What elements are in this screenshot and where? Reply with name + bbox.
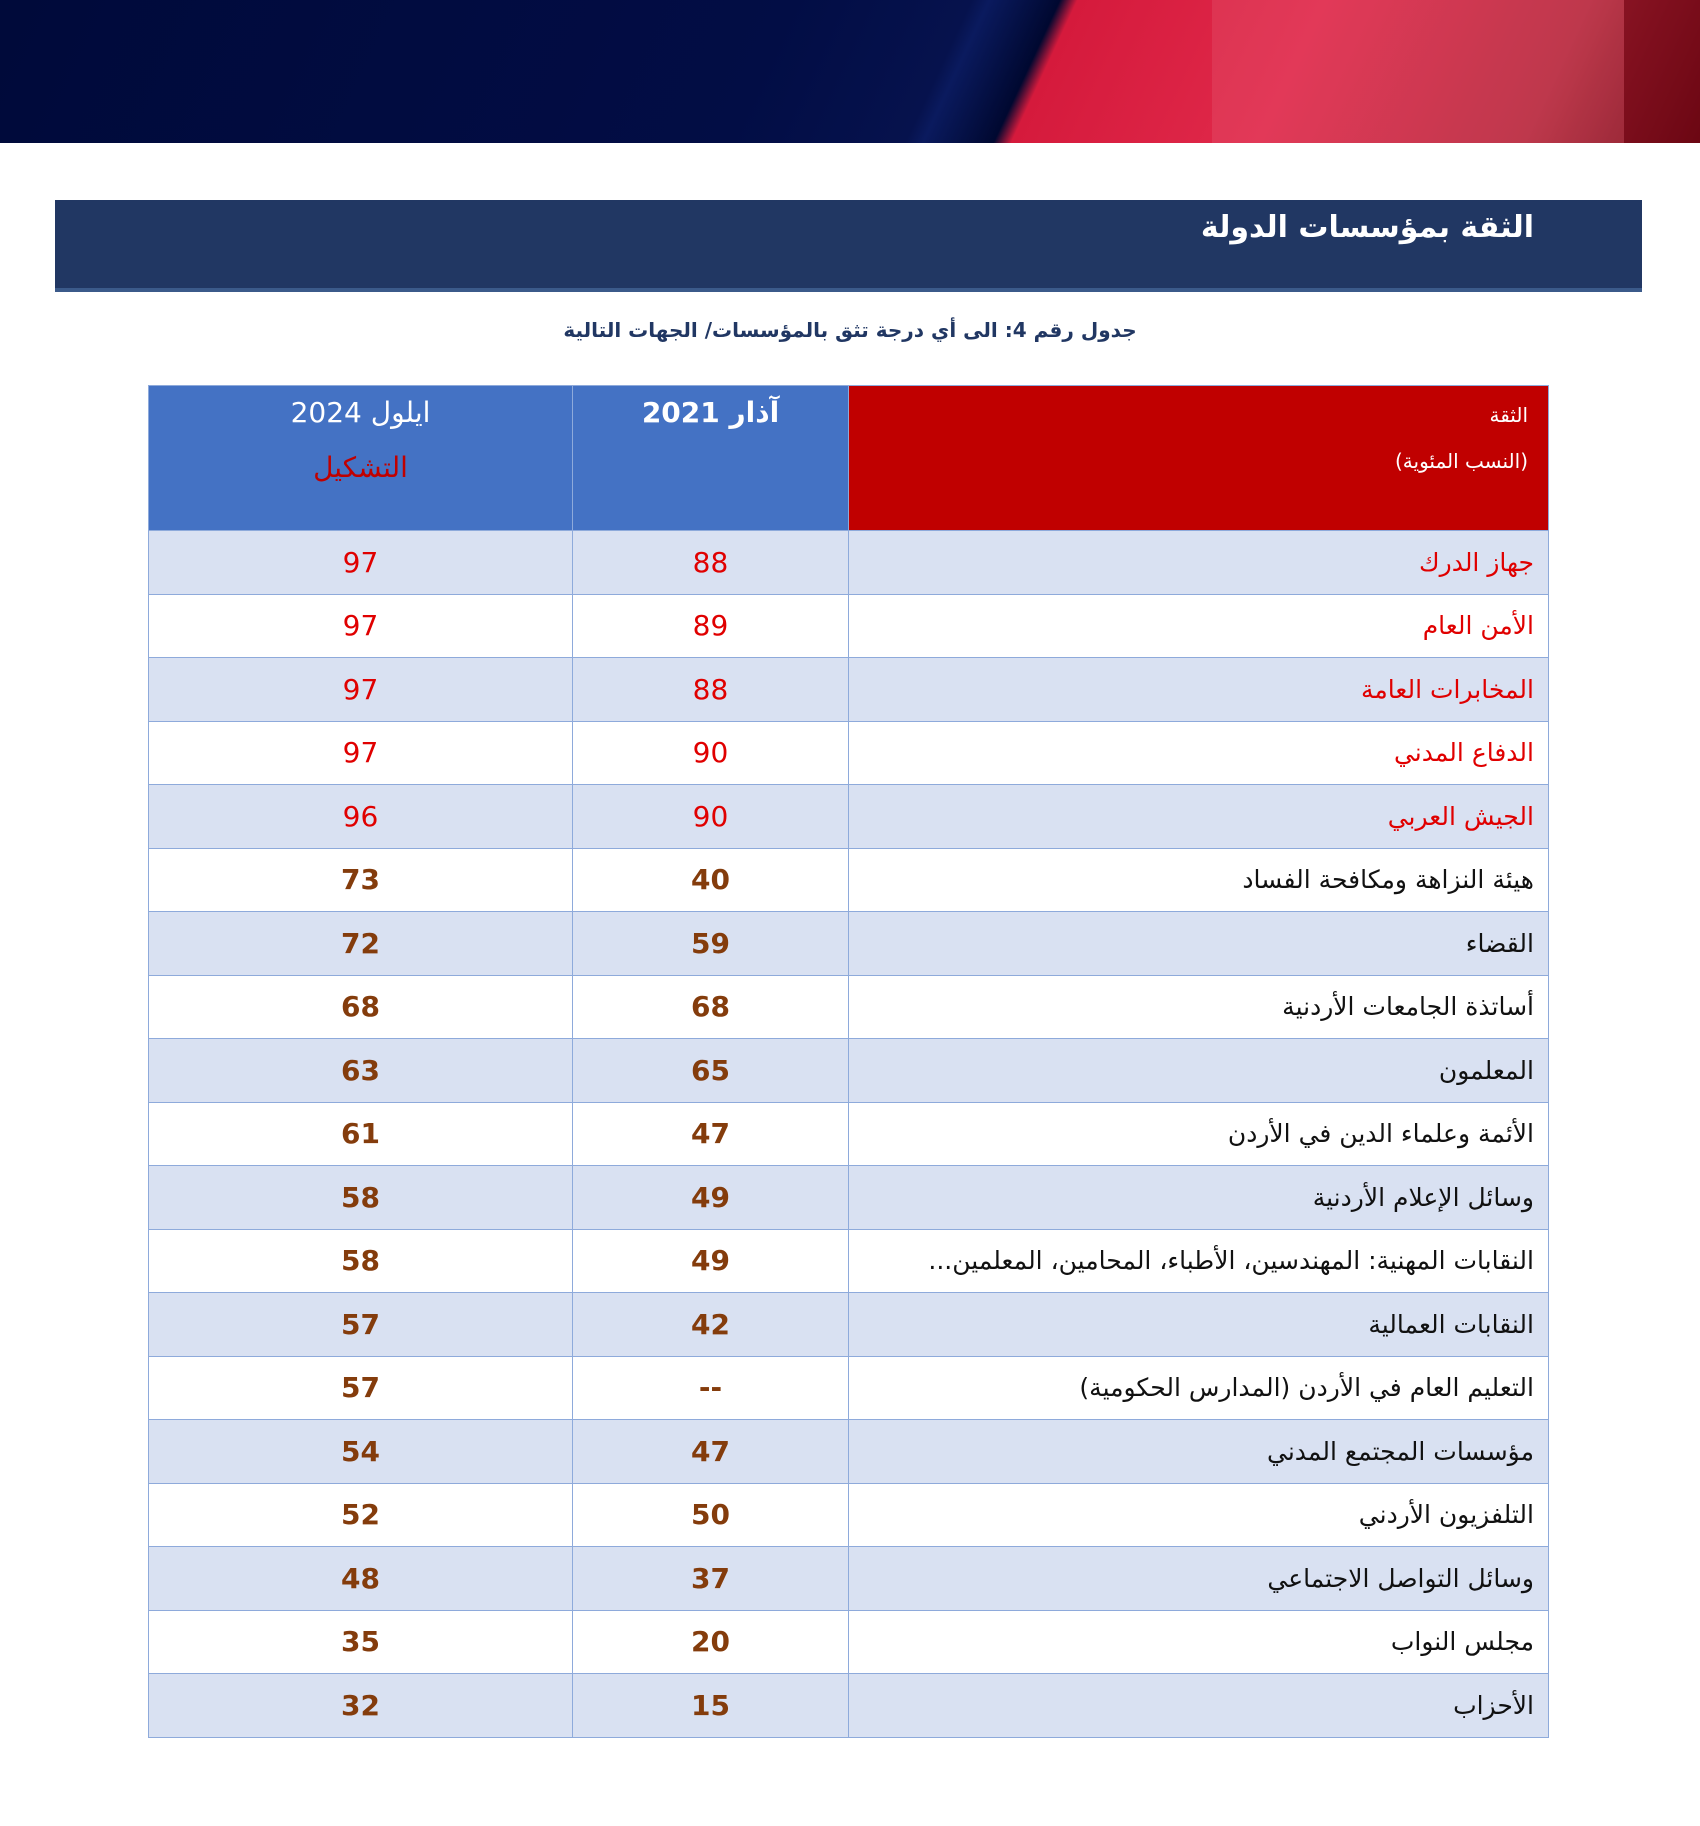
table-row [149,658,1549,722]
header-2024 [149,386,573,531]
institution-name: مجلس النواب [849,1610,1549,1674]
table-row [149,531,1549,595]
table-row [149,1039,1549,1103]
header-2024-sub: التشكيل [313,451,408,484]
value-2021: 89 [573,594,849,658]
header-banner-image [0,0,1700,143]
table-row [149,1547,1549,1611]
institution-name: وسائل التواصل الاجتماعي [849,1547,1549,1611]
header-trust-label: الثقة [1489,403,1528,427]
value-2021: 59 [573,912,849,976]
value-2021: 15 [573,1674,849,1738]
table-row [149,785,1549,849]
table-row [149,912,1549,976]
institution-name: المخابرات العامة [849,658,1549,722]
institution-name: التلفزيون الأردني [849,1483,1549,1547]
header-trust [849,386,1549,531]
value-2021: 88 [573,658,849,722]
header-percent-label: (النسب المئوية) [1395,449,1528,473]
header-2024-label: ايلول 2024 [290,396,431,429]
institution-name: الأمن العام [849,594,1549,658]
table-caption: جدول رقم 4: الى أي درجة تثق بالمؤسسات/ الجهات التالية [563,318,1137,342]
table-row [149,848,1549,912]
section-title: الثقة بمؤسسات الدولة [1200,210,1534,245]
value-2021: 47 [573,1102,849,1166]
value-2021: -- [573,1356,849,1420]
value-2024: 57 [149,1293,573,1357]
institution-name: النقابات المهنية: المهندسين، الأطباء، المحامين، المعلمين... [849,1229,1549,1293]
table-row [149,1166,1549,1230]
institution-name: وسائل الإعلام الأردنية [849,1166,1549,1230]
section-title-bar [55,200,1642,292]
value-2024: 57 [149,1356,573,1420]
value-2021: 88 [573,531,849,595]
value-2024: 97 [149,531,573,595]
value-2024: 58 [149,1229,573,1293]
value-2024: 61 [149,1102,573,1166]
banner-overlay [1212,0,1624,143]
institution-name: النقابات العمالية [849,1293,1549,1357]
institution-name: الأحزاب [849,1674,1549,1738]
table-row [149,1356,1549,1420]
value-2021: 40 [573,848,849,912]
institution-name: الجيش العربي [849,785,1549,849]
value-2024: 72 [149,912,573,976]
value-2021: 90 [573,785,849,849]
value-2021: 49 [573,1229,849,1293]
value-2021: 47 [573,1420,849,1484]
value-2024: 97 [149,594,573,658]
value-2021: 20 [573,1610,849,1674]
table-row [149,594,1549,658]
table-row [149,1610,1549,1674]
value-2024: 48 [149,1547,573,1611]
banner-edge [1624,0,1700,143]
value-2024: 97 [149,721,573,785]
value-2024: 63 [149,1039,573,1103]
value-2024: 58 [149,1166,573,1230]
table-row [149,1293,1549,1357]
value-2024: 54 [149,1420,573,1484]
table-row [149,1483,1549,1547]
value-2021: 37 [573,1547,849,1611]
institution-name: أساتذة الجامعات الأردنية [849,975,1549,1039]
value-2024: 73 [149,848,573,912]
value-2021: 68 [573,975,849,1039]
value-2024: 96 [149,785,573,849]
value-2021: 49 [573,1166,849,1230]
table-header-row [149,386,1549,531]
table-row [149,1674,1549,1738]
institution-name: التعليم العام في الأردن (المدارس الحكومية) [849,1356,1549,1420]
value-2024: 35 [149,1610,573,1674]
value-2024: 32 [149,1674,573,1738]
trust-table [148,385,1549,1738]
table-row [149,975,1549,1039]
table-row [149,1102,1549,1166]
value-2021: 42 [573,1293,849,1357]
value-2024: 97 [149,658,573,722]
institution-name: القضاء [849,912,1549,976]
institution-name: جهاز الدرك [849,531,1549,595]
value-2021: 90 [573,721,849,785]
institution-name: المعلمون [849,1039,1549,1103]
table-row [149,1420,1549,1484]
table-row [149,721,1549,785]
table-row [149,1229,1549,1293]
institution-name: هيئة النزاهة ومكافحة الفساد [849,848,1549,912]
institution-name: الدفاع المدني [849,721,1549,785]
value-2021: 65 [573,1039,849,1103]
institution-name: مؤسسات المجتمع المدني [849,1420,1549,1484]
value-2021: 50 [573,1483,849,1547]
header-2021: آذار 2021 [573,386,849,531]
value-2024: 68 [149,975,573,1039]
institution-name: الأئمة وعلماء الدين في الأردن [849,1102,1549,1166]
value-2024: 52 [149,1483,573,1547]
